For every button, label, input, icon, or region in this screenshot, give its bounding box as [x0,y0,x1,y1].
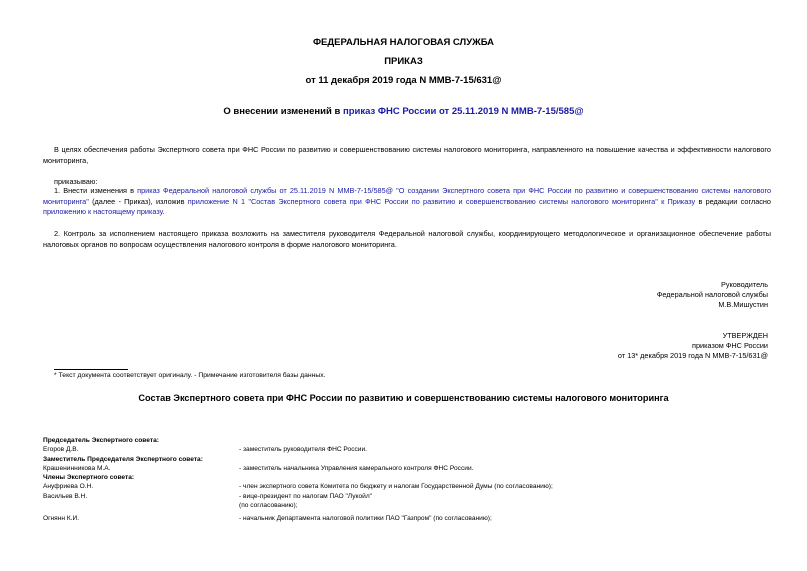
member-description: - заместитель руководителя ФНС России. [239,446,368,454]
deputy-label: Заместитель Председателя Экспертного совета: [43,455,203,463]
signature-position: Руководитель [720,280,768,289]
footnote-divider [54,369,128,370]
item-1-text-4: . [162,207,165,216]
link-order-585[interactable]: приказ Федеральной налоговой службы от 25.11.2019 N ММВ-7-15/585@ "О создании Экспертного совета при ФНС России по развитию и совершенствованию системы налогового мониторинга" [43,186,771,206]
table-row [43,482,553,491]
agency-title: ФЕДЕРАЛЬНАЯ НАЛОГОВАЯ СЛУЖБА [312,37,495,48]
table-row [43,492,553,511]
member-description-line: - вице-президент по налогам ПАО "Лукойл" [239,492,373,500]
item-2-paragraph: 2. Контроль за исполнением настоящего приказа возложить на заместителя руководителя Федеральной налоговой службы, координирующего методологическое и организационное обеспечение работы налоговых органов по вопросам осуществления налогового контроля в форме налогового мониторинга. [43,229,771,249]
table-row [43,464,553,473]
member-name: Егоров Д.В. [43,446,79,454]
table-row [43,510,553,523]
approval-block [500,331,768,361]
approval-date: от 13* декабря 2019 года N ММВ-7-15/631@ [617,351,768,360]
link-appendix-1[interactable]: приложение N 1 "Состав Экспертного совета при ФНС России по развитию и совершенствованию системы налогового мониторинга" к Приказу [187,196,696,206]
link-appendix-this-order[interactable]: приложению к настоящему приказу [43,207,163,216]
order-word: приказываю: [54,177,98,186]
doc-subject [0,106,807,117]
signature-name: М.В.Мишустин [718,300,768,309]
doc-date-number: от 11 декабря 2019 года N ММВ-7-15/631@ [305,75,502,86]
table-row [43,473,553,482]
chair-label: Председатель Экспертного совета: [43,437,159,444]
footnote: * Текст документа соответствует оригиналу. - Примечание изготовителя базы данных. [54,372,326,379]
subject-prefix: О внесении изменений в [223,106,343,117]
doc-type: ПРИКАЗ [384,56,423,67]
signature-agency: Федеральной налоговой службы [656,290,768,299]
table-row [43,436,553,445]
member-description-line: (по согласованию); [239,502,298,510]
table-row [43,455,553,464]
table-row [43,445,553,454]
subject-link[interactable]: приказ ФНС России от 25.11.2019 N ММВ-7-15/585@ [342,106,584,117]
members-table [43,436,553,524]
member-name: Крашенинникова М.А. [43,464,111,472]
intro-paragraph: В целях обеспечения работы Экспертного совета при ФНС России по развитию и совершенствованию системы налогового мониторинга, направленного на повышение качества и эффективности налогового мониторинга, [43,145,771,165]
member-description [239,492,553,511]
signature-block [500,280,768,310]
member-description: - член экспертного совета Комитета по бюджету и налогам Государственной Думы (по согласованию); [239,483,553,491]
member-description: - заместитель начальника Управления камерального контроля ФНС России. [239,464,474,472]
item-1-paragraph [43,186,771,218]
approval-title: УТВЕРЖДЕН [722,331,768,340]
composition-title: Состав Экспертного совета при ФНС России по развитию и совершенствованию системы налогового мониторинга [138,393,669,403]
members-label: Члены Экспертного совета: [43,474,135,482]
member-description: - начальник Департамента налоговой политики ПАО "Газпром" (по согласованию); [239,515,492,523]
member-name: Огнянн К.И. [43,515,80,523]
member-name: Васильев В.Н. [43,492,88,500]
item-1-text-3: в редакции согласно [695,196,771,206]
approval-order: приказом ФНС России [692,341,768,350]
item-1-text: 1. Внести изменения в [54,186,138,195]
item-1-text-2: (далее - Приказ), изложив [88,196,188,206]
member-name: Ануфриева О.Н. [43,483,94,491]
